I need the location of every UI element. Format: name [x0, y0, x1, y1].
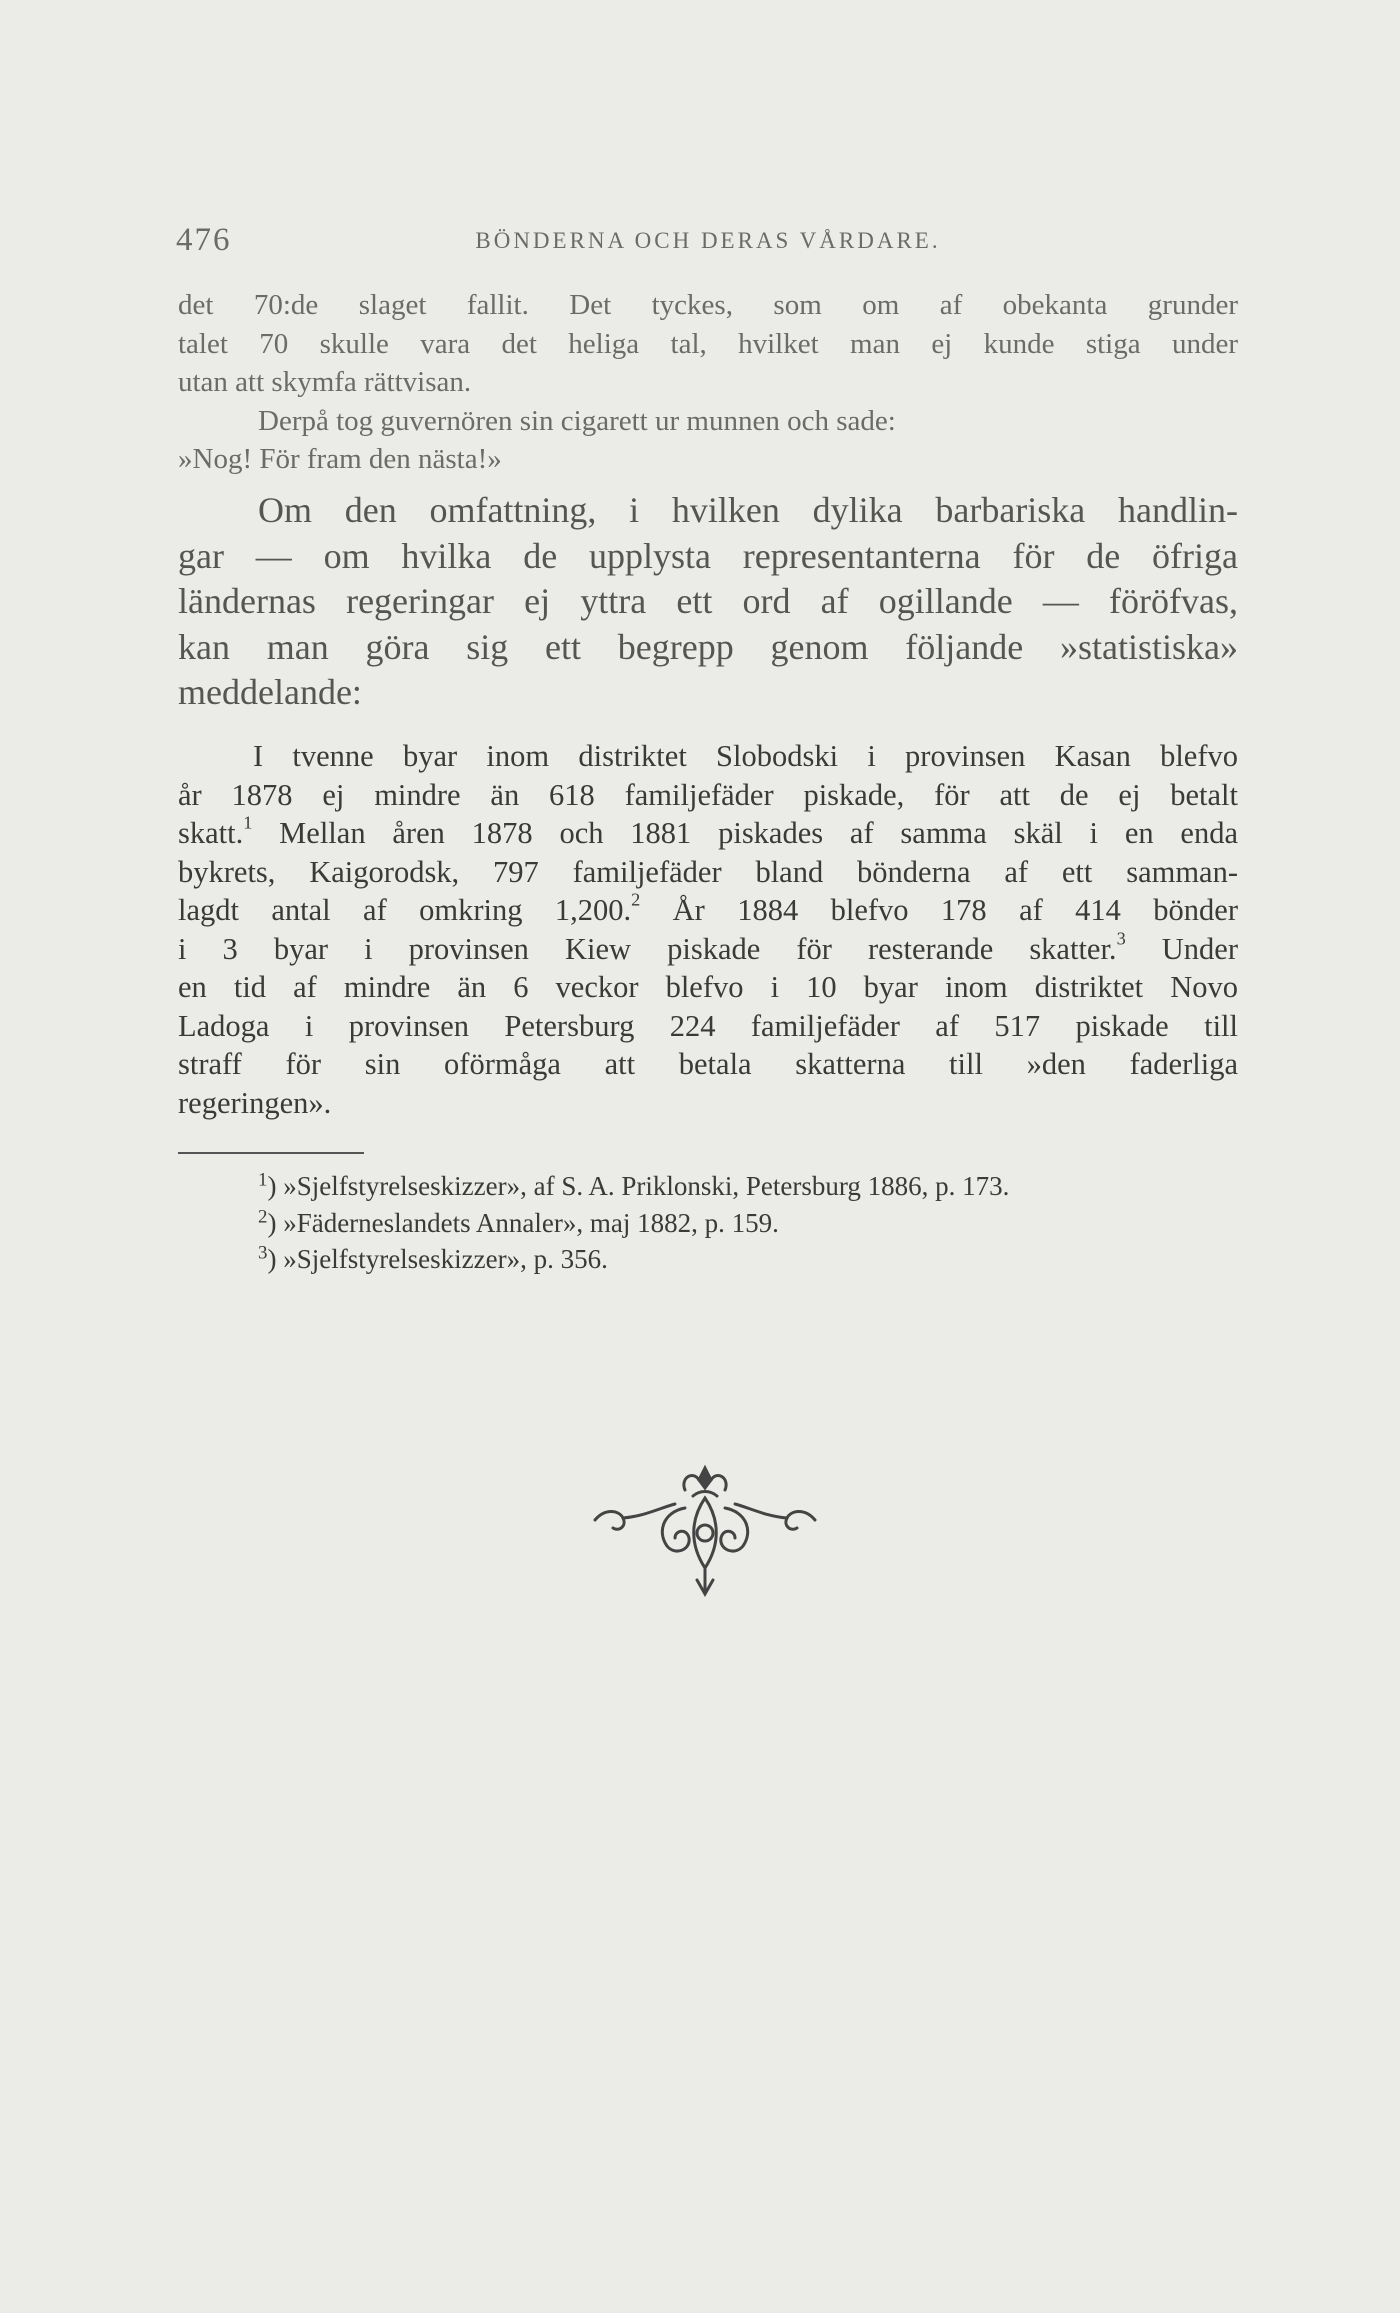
text-line: gar — om hvilka de upplysta representanterna för de öfriga: [178, 535, 1238, 576]
text-line: straff för sin oförmåga att betala skatterna till »den faderliga: [178, 1047, 1238, 1081]
statistics-quote: [178, 737, 1238, 1122]
text-line: Om den omfattning, i hvilken dylika barbariska handlin-: [258, 490, 1238, 530]
footnote: [258, 1205, 1009, 1242]
text-line: meddelande:: [178, 672, 362, 712]
text-line: utan att skymfa rättvisan.: [178, 366, 472, 398]
text-line: Derpå tog guvernören sin cigarett ur munnen och sade:: [258, 404, 896, 437]
text-line: [178, 891, 1238, 930]
text-line: det 70:de slaget fallit. Det tyckes, som om af obekanta grunder: [178, 289, 1238, 321]
text-segment: Mellan åren 1878 och 1881 piskades af samma skäl i en enda: [252, 816, 1238, 850]
footnote-divider: [178, 1152, 364, 1154]
text-line: I tvenne byar inom distriktet Slobodski i provinsen Kasan blefvo: [253, 739, 1238, 773]
page-number: 476: [176, 222, 232, 258]
text-line: kan man göra sig ett begrepp genom följande »statistiska»: [178, 626, 1238, 667]
text-line: »Nog! För fram den nästa!»: [178, 443, 502, 475]
footnote-ref: 3: [1116, 927, 1126, 948]
text-line: bykrets, Kaigorodsk, 797 familjefäder bland bönderna af ett samman-: [178, 854, 1238, 889]
text-line: talet 70 skulle vara det heliga tal, hvilket man ej kunde stiga under: [178, 327, 1238, 360]
footnote-text: ) »Sjelfstyrelseskizzer», af S. A. Priklonski, Petersburg 1886, p. 173.: [267, 1171, 1010, 1201]
footnote-mark: 2: [258, 1206, 268, 1228]
footnotes: [258, 1168, 1009, 1278]
small-paragraph: [178, 286, 1238, 479]
footnote-ref: 1: [243, 812, 253, 833]
text-line: regeringen».: [178, 1085, 332, 1120]
footnote-text: ) »Fäderneslandets Annaler», maj 1882, p. 159.: [267, 1207, 779, 1238]
page-header: [176, 222, 1240, 262]
text-segment: lagdt antal af omkring 1,200.: [178, 893, 632, 927]
text-segment: skatt.: [178, 816, 244, 850]
text-segment: i 3 byar i provinsen Kiew piskade för resterande skatter.: [178, 931, 1117, 966]
text-line: år 1878 ej mindre än 618 familjefäder piskade, för att de ej betalt: [178, 777, 1238, 812]
footnote-text: ) »Sjelfstyrelseskizzer», p. 356.: [267, 1244, 608, 1274]
footnote: [258, 1168, 1009, 1205]
footnote: [258, 1241, 1009, 1278]
text-line: Ladoga i provinsen Petersburg 224 familjefäder af 517 piskade till: [178, 1008, 1238, 1043]
text-segment: Under: [1125, 931, 1238, 966]
running-head: BÖNDERNA OCH DERAS VÅRDARE.: [475, 228, 941, 253]
text-line: [178, 927, 1238, 969]
text-segment: År 1884 blefvo 178 af 414 bönder: [640, 893, 1238, 927]
text-line: ländernas regeringar ej yttra ett ord af ogillande — föröfvas,: [178, 581, 1238, 621]
main-paragraph: [178, 488, 1238, 716]
footnote-mark: 3: [258, 1242, 268, 1264]
floral-ornament-icon: [585, 1460, 825, 1610]
text-line: en tid af mindre än 6 veckor blefvo i 10 byar inom distriktet Novo: [178, 970, 1238, 1004]
footnote-mark: 1: [258, 1169, 268, 1191]
text-line: [178, 814, 1238, 853]
footnote-ref: 2: [631, 889, 641, 910]
